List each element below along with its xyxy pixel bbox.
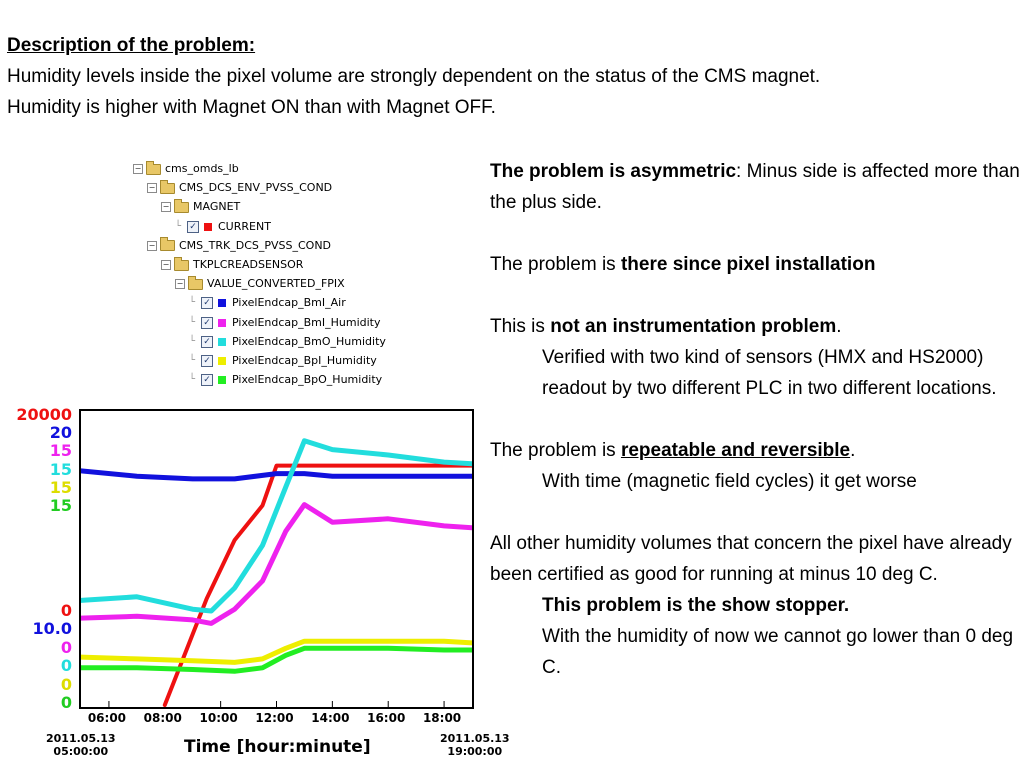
humidity-plot — [79, 409, 474, 709]
x-start-date: 2011.05.13 — [46, 732, 116, 745]
tree-item-label: PixelEndcap_BmO_Humidity — [232, 334, 386, 348]
tree-item[interactable] — [189, 314, 381, 332]
tree-item[interactable] — [161, 256, 303, 274]
channel-checkbox[interactable]: ✓ — [201, 336, 213, 348]
tree-item-label: PixelEndcap_BmI_Air — [232, 296, 346, 310]
tree-collapse-toggle[interactable]: − — [162, 202, 170, 212]
note-since-bold: there since pixel installation — [620, 254, 876, 275]
tree-item-label: CMS_TRK_DCS_PVSS_COND — [179, 238, 332, 252]
tree-collapse-toggle[interactable]: − — [176, 279, 184, 289]
y-bottom-label: 0 — [60, 693, 72, 712]
x-tick-label: 18:00 — [422, 711, 462, 725]
tree-branch-icon: └ — [189, 297, 196, 309]
tree-collapse-toggle[interactable]: − — [148, 183, 156, 193]
tree-item[interactable] — [147, 237, 331, 255]
y-top-label: 20 — [49, 423, 72, 443]
tree-collapse-toggle[interactable]: − — [134, 164, 142, 173]
channel-checkbox[interactable]: ✓ — [187, 221, 199, 233]
tree-branch-icon: └ — [189, 355, 196, 366]
note-asymmetric-bold: The problem is asymmetric — [490, 161, 737, 182]
x-tick-label: 10:00 — [199, 711, 238, 725]
note-humidity-limit: With the humidity of now we cannot go lower than 0 deg C. — [542, 626, 1014, 678]
note-asymmetric — [490, 156, 1024, 218]
folder-icon — [160, 183, 175, 194]
tree-item[interactable] — [189, 333, 386, 351]
y-bottom-label: 0 — [60, 601, 72, 620]
plot-svg — [81, 411, 472, 707]
description-line-1: Humidity levels inside the pixel volume are strongly dependent on the status of the CMS magnet. — [7, 66, 821, 87]
y-bottom-label: 0 — [60, 637, 72, 657]
tree-item-label: TKPLCREADSENSOR — [193, 258, 304, 271]
y-bottom-label: 10.0 — [32, 619, 72, 639]
x-start-time: 05:00:00 — [53, 745, 109, 758]
series-color-swatch — [204, 223, 212, 231]
y-top-label: 15 — [49, 477, 72, 497]
folder-icon — [160, 240, 175, 251]
folder-icon — [146, 164, 161, 175]
tree-collapse-toggle[interactable]: − — [148, 240, 156, 250]
y-axis-labels — [0, 406, 76, 716]
channel-checkbox[interactable]: ✓ — [201, 374, 213, 386]
tree-item-label: cms_omds_lb — [165, 162, 239, 175]
series-line-pixelendcap-bmi-air — [81, 471, 472, 479]
x-tick-label: 14:00 — [311, 711, 350, 725]
tree-collapse-toggle[interactable]: − — [162, 260, 170, 269]
tree-item-label: PixelEndcap_BpO_Humidity — [232, 373, 383, 387]
description-line-2: Humidity is higher with Magnet ON than with Magnet OFF. — [7, 97, 496, 118]
channel-checkbox[interactable]: ✓ — [201, 317, 213, 329]
series-color-swatch — [218, 319, 226, 327]
series-color-swatch — [218, 299, 226, 307]
tree-item[interactable] — [175, 218, 271, 236]
y-top-label: 15 — [49, 496, 72, 515]
note-show-stopper: This problem is the show stopper. — [542, 595, 850, 616]
y-top-label: 20000 — [16, 405, 72, 424]
x-axis-title: Time [hour:minute] — [184, 737, 371, 757]
tree-item-label: CURRENT — [218, 219, 271, 233]
y-top-label: 15 — [49, 441, 72, 461]
folder-icon — [174, 202, 189, 213]
note-rep-prefix: The problem is — [490, 440, 621, 461]
note-instr-suffix: . — [836, 316, 842, 337]
channel-checkbox[interactable]: ✓ — [201, 297, 213, 309]
tree-item[interactable] — [161, 198, 240, 216]
folder-icon — [188, 279, 203, 290]
x-end-time: 19:00:00 — [447, 745, 503, 758]
x-tick-label: 12:00 — [255, 711, 294, 725]
note-instrumentation — [490, 311, 1024, 342]
x-tick-label: 16:00 — [367, 711, 406, 725]
note-rep-suffix: . — [850, 440, 856, 461]
x-tick-label: 08:00 — [143, 711, 182, 725]
note-rep-bold: repeatable and reversible — [620, 440, 851, 461]
tree-branch-icon: └ — [189, 316, 196, 328]
folder-icon — [174, 260, 189, 271]
description-title: Description of the problem: — [7, 35, 256, 56]
tree-item[interactable] — [189, 352, 377, 370]
channel-tree — [133, 160, 463, 395]
problem-description — [7, 30, 1022, 123]
series-color-swatch — [218, 376, 226, 384]
tree-item[interactable] — [189, 294, 346, 312]
tree-item-label: CMS_DCS_ENV_PVSS_COND — [179, 181, 333, 195]
note-rep-detail: With time (magnetic field cycles) it get worse — [542, 471, 917, 492]
note-since-installation — [490, 249, 1024, 280]
series-line-pixelendcap-bmi-humidity — [81, 505, 472, 624]
tree-item-label: MAGNET — [193, 200, 241, 214]
channel-checkbox[interactable]: ✓ — [201, 355, 213, 367]
x-start-label — [46, 732, 116, 758]
x-end-label — [440, 732, 510, 758]
y-bottom-label: 0 — [60, 656, 72, 676]
tree-item[interactable] — [189, 371, 382, 389]
notes-panel — [490, 156, 1024, 683]
x-tick-label: 06:00 — [87, 711, 127, 725]
tree-item-label: PixelEndcap_BmI_Humidity — [232, 315, 381, 329]
tree-branch-icon: └ — [189, 374, 196, 386]
tree-item[interactable] — [175, 275, 345, 293]
tree-branch-icon: └ — [189, 335, 196, 347]
tree-item[interactable] — [147, 179, 332, 197]
series-color-swatch — [218, 338, 226, 346]
note-repeatable — [490, 435, 1024, 466]
note-instr-bold: not an instrumentation problem — [550, 316, 837, 337]
note-instr-detail: Verified with two kind of sensors (HMX and HS2000) readout by two different PLC in two different locations. — [542, 347, 997, 399]
note-other-volumes: All other humidity volumes that concern the pixel have already been certified as good for running at minus 10 deg C. — [490, 533, 1012, 585]
note-asymmetric-rest: : Minus side is affected more than the plus side. — [490, 161, 1020, 213]
tree-item-label: PixelEndcap_BpI_Humidity — [232, 354, 377, 367]
y-top-label: 15 — [49, 459, 72, 479]
series-color-swatch — [218, 357, 226, 365]
note-since-prefix: The problem is — [490, 254, 621, 275]
note-instr-prefix: This is — [490, 316, 551, 337]
tree-item[interactable] — [133, 160, 239, 178]
tree-branch-icon: └ — [175, 220, 182, 232]
x-end-date: 2011.05.13 — [440, 732, 510, 745]
x-axis-ticks — [79, 709, 474, 727]
tree-item-label: VALUE_CONVERTED_FPIX — [207, 277, 345, 291]
y-bottom-label: 0 — [60, 674, 72, 694]
